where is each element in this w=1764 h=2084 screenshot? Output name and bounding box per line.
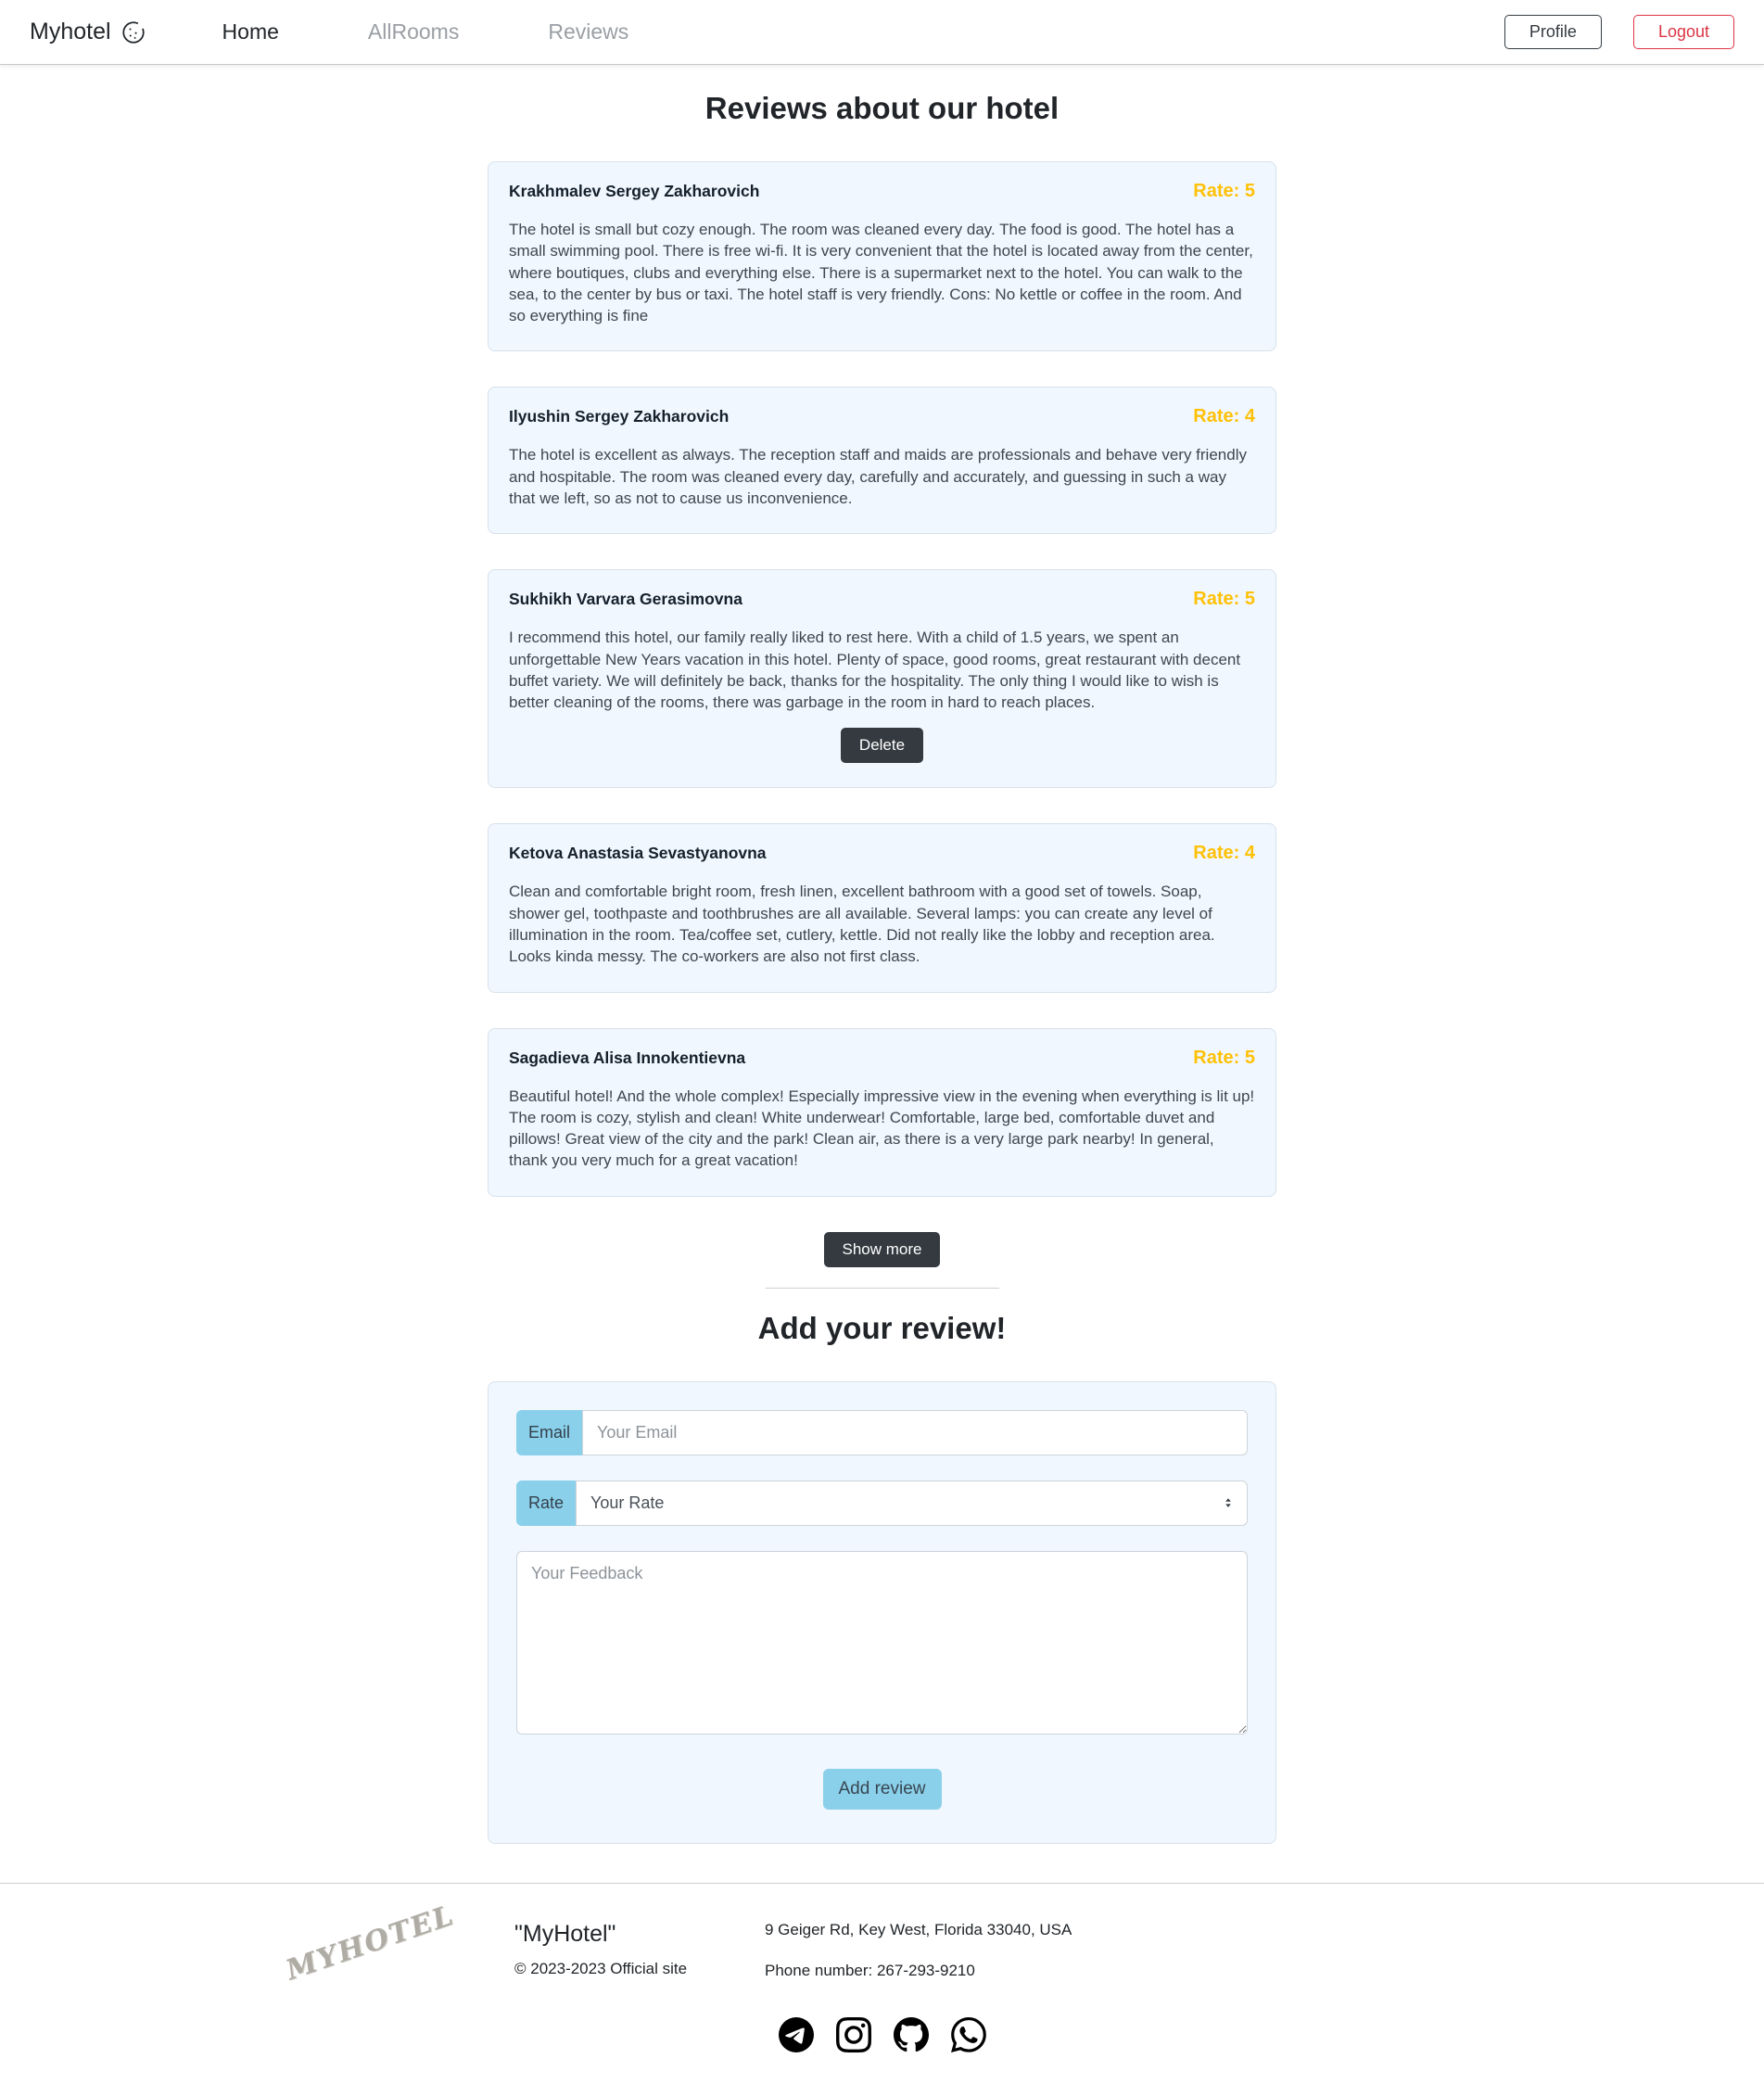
- footer-contacts: [765, 1921, 1072, 1980]
- review-card: [488, 387, 1276, 534]
- brand-label: Myhotel: [30, 19, 111, 44]
- nav-link-home[interactable]: Home: [222, 19, 279, 44]
- review-text: Clean and comfortable bright room, fresh linen, excellent bathroom with a good set of towels. Soap, shower gel, toothpaste and toothbrushes are all available. Several lamps: you can create any level of illumination in the room. Tea/coffee set, cutlery, kettle. Did not really like the lobby and reception area. Looks kinda messy. The co-workers are also not first class.: [509, 883, 1215, 966]
- reviewer-name: Sagadieva Alisa Innokentievna: [509, 1048, 746, 1067]
- brand[interactable]: [30, 19, 146, 45]
- instagram-icon[interactable]: [836, 2017, 871, 2052]
- nav-link-allrooms[interactable]: AllRooms: [367, 19, 460, 44]
- review-card: [488, 823, 1276, 992]
- navbar: [0, 0, 1764, 65]
- rate-group: [516, 1480, 1248, 1526]
- logout-button[interactable]: Logout: [1633, 15, 1734, 49]
- rate-select[interactable]: [576, 1480, 1248, 1526]
- github-icon[interactable]: [894, 2017, 929, 2052]
- footer-inner: [0, 1884, 1764, 1987]
- review-card: [488, 1028, 1276, 1197]
- review-card: [488, 569, 1276, 788]
- footer-brand-name: "MyHotel": [514, 1920, 616, 1947]
- review-header: [509, 1048, 1255, 1069]
- divider: [766, 1288, 999, 1289]
- nav-links: [222, 19, 629, 44]
- footer-address: 9 Geiger Rd, Key West, Florida 33040, USA: [765, 1920, 1072, 1938]
- cookie-icon: [121, 19, 146, 45]
- review-rate: Rate: 5: [1193, 1047, 1255, 1068]
- reviewer-name: Krakhmalev Sergey Zakharovich: [509, 182, 760, 200]
- profile-button[interactable]: Profile: [1504, 15, 1602, 49]
- review-rate: Rate: 4: [1193, 843, 1255, 864]
- add-review-title: Add your review!: [757, 1310, 1007, 1345]
- telegram-icon[interactable]: [779, 2017, 814, 2052]
- footer-copyright: © 2023-2023 Official site: [514, 1959, 688, 1977]
- rate-label: Rate: [516, 1480, 576, 1526]
- review-header: [509, 406, 1255, 427]
- footer-phone: Phone number: 267-293-9210: [765, 1961, 975, 1979]
- footer-logo: MYHOTEL: [282, 1899, 459, 1987]
- nav-link-reviews[interactable]: Reviews: [548, 19, 629, 44]
- review-text: I recommend this hotel, our family really liked to rest here. With a child of 1.5 years, we spent an unforgettable New Years vacation in this hotel. Plenty of space, good rooms, great restaurant with decent buffet variety. We will definitely be back, thanks for the hospitality. The only thing I would like to wish is better cleaning of the rooms, there was garbage in the room in hard to reach places.: [509, 629, 1241, 712]
- add-review-form: [488, 1381, 1276, 1844]
- footer-brand-block: [514, 1921, 714, 1978]
- review-text: The hotel is small but cozy enough. The room was cleaned every day. The food is good. The hotel has a small swimming pool. There is free wi-fi. It is very convenient that the hotel is located away from the center, where boutiques, clubs and everything else. There is a supermarket next to the hotel. You can walk to the sea, to the center by bus or taxi. The hotel staff is very friendly. Cons: No kettle or coffee in the room. And so everything is fine: [509, 221, 1253, 325]
- reviewer-name: Sukhikh Varvara Gerasimovna: [509, 590, 742, 609]
- email-field[interactable]: [582, 1410, 1248, 1455]
- reviewer-name: Ilyushin Sergey Zakharovich: [509, 407, 730, 426]
- review-header: [509, 843, 1255, 864]
- social-links: [0, 2017, 1764, 2052]
- review-header: [509, 181, 1255, 202]
- add-review-button[interactable]: Add review: [823, 1769, 942, 1810]
- review-text: The hotel is excellent as always. The reception staff and maids are professionals and behave very friendly and hospitable. The room was cleaned every day, carefully and accurately, and guessing in such a way that we left, so as not to cause us inconvenience.: [509, 446, 1247, 507]
- review-rate: Rate: 4: [1193, 406, 1255, 427]
- delete-review-button[interactable]: Delete: [841, 728, 923, 763]
- email-group: [516, 1410, 1248, 1455]
- reviewer-name: Ketova Anastasia Sevastyanovna: [509, 844, 767, 863]
- review-card: [488, 161, 1276, 351]
- whatsapp-icon[interactable]: [951, 2017, 986, 2052]
- footer: [0, 1883, 1764, 2084]
- email-label: Email: [516, 1410, 582, 1455]
- show-more-button[interactable]: Show more: [824, 1232, 941, 1267]
- review-text: Beautiful hotel! And the whole complex! Especially impressive view in the evening when everything is lit up! The room is cozy, stylish and clean! White underwear! Comfortable, large bed, comfortable duvet and pillows! Great view of the city and the park! Clean air, as there is a very large park nearby! In general, thank you very much for a great vacation!: [509, 1086, 1255, 1170]
- review-header: [509, 589, 1255, 610]
- review-rate: Rate: 5: [1193, 181, 1255, 201]
- reviews-title: Reviews about our hotel: [704, 91, 1060, 125]
- main-content: [488, 91, 1276, 1844]
- review-rate: Rate: 5: [1193, 589, 1255, 610]
- feedback-textarea[interactable]: [516, 1551, 1248, 1735]
